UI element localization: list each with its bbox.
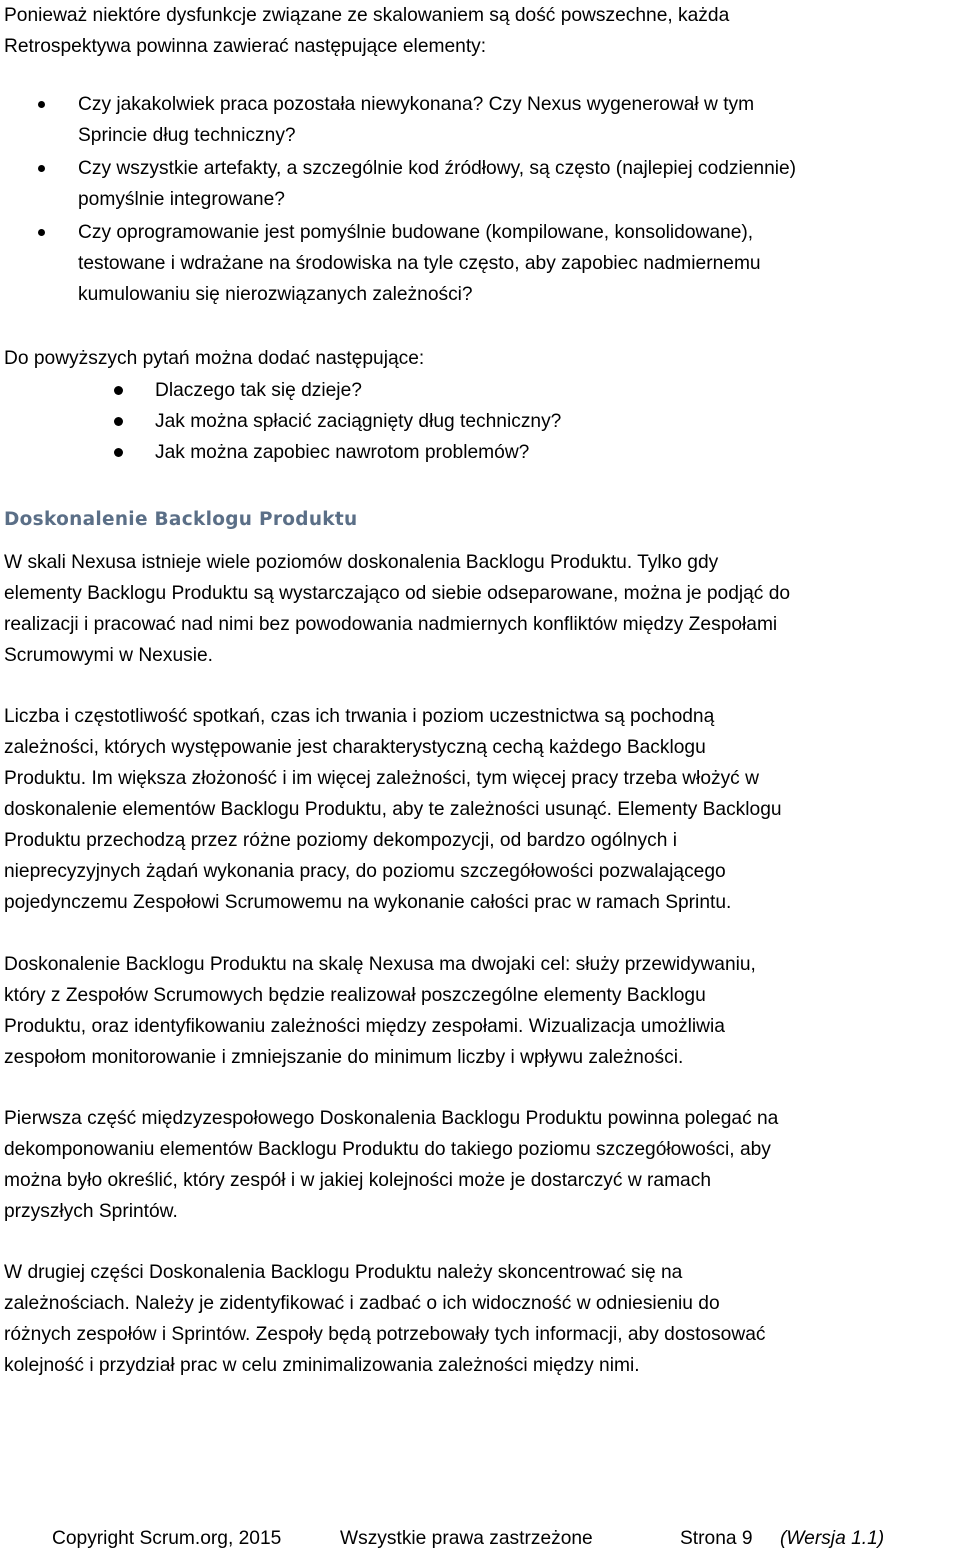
retrospective-questions-list <box>0 89 960 312</box>
footer-rights: Wszystkie prawa zastrzeżone <box>340 1528 593 1549</box>
paragraph-line: W drugiej części Doskonalenia Backlogu Produktu należy skoncentrować się na <box>4 1262 683 1283</box>
body-paragraph <box>4 547 954 671</box>
paragraph-line: realizacji i pracować nad nimi bez powodowania nadmiernych konfliktów między Zespołami <box>4 614 778 635</box>
list-item-line: Czy oprogramowanie jest pomyślnie budowane (kompilowane, konsolidowane), <box>78 222 754 243</box>
list-item-line: kumulowaniu się nierozwiązanych zależności? <box>78 284 473 305</box>
list-item <box>0 437 960 468</box>
list-item-line: testowane i wdrażane na środowiska na tyle często, aby zapobiec nadmiernemu <box>78 253 761 274</box>
paragraph-line: Liczba i częstotliwość spotkań, czas ich trwania i poziom uczestnictwa są pochodną <box>4 706 715 727</box>
paragraph-line: dekomponowaniu elementów Backlogu Produktu do takiego poziomu szczegółowości, aby <box>4 1139 771 1160</box>
list-item <box>0 406 960 437</box>
footer-copyright: Copyright Scrum.org, 2015 <box>52 1528 282 1549</box>
list-item <box>0 89 960 151</box>
bullet-icon <box>38 101 45 108</box>
paragraph-line: doskonalenie elementów Backlogu Produktu, aby te zależności usunąć. Elementy Backlogu <box>4 799 782 820</box>
page-footer <box>52 1524 884 1554</box>
paragraph-line: W skali Nexusa istnieje wiele poziomów doskonalenia Backlogu Produktu. Tylko gdy <box>4 552 719 573</box>
paragraph-line: zależnościach. Należy je zidentyfikować i zadbać o ich widoczność w odniesieniu do <box>4 1293 720 1314</box>
list-item <box>0 153 960 215</box>
list-item-text: Jak można zapobiec nawrotom problemów? <box>155 442 530 463</box>
body-paragraph <box>4 1103 954 1227</box>
paragraph-line: Scrumowymi w Nexusie. <box>4 645 213 666</box>
bullet-icon <box>114 417 123 426</box>
paragraph-line: Doskonalenie Backlogu Produktu na skalę Nexusa ma dwojaki cel: służy przewidywaniu, <box>4 954 756 975</box>
bullet-icon <box>38 229 45 236</box>
footer-page-number: Strona 9 <box>680 1528 753 1549</box>
list-item-line: Czy jakakolwiek praca pozostała niewykonana? Czy Nexus wygenerował w tym <box>78 94 755 115</box>
body-paragraph <box>4 701 954 918</box>
list-item <box>0 375 960 406</box>
paragraph-line: można było określić, który zespół i w jakiej kolejności może je dostarczyć w ramach <box>4 1170 711 1191</box>
list-item-text: Dlaczego tak się dzieje? <box>155 380 362 401</box>
list-item <box>0 217 960 310</box>
paragraph-line: Produktu przechodzą przez różne poziomy dekompozycji, od bardzo ogólnych i <box>4 830 677 851</box>
list-item-text: Jak można spłacić zaciągnięty dług techniczny? <box>155 411 562 432</box>
paragraph-line: Produktu. Im większa złożoność i im więcej zależności, tym więcej pracy trzeba włożyć w <box>4 768 759 789</box>
bullet-icon <box>38 165 45 172</box>
paragraph-line: przyszłych Sprintów. <box>4 1201 178 1222</box>
paragraph-line: nieprecyzyjnych żądań wykonania pracy, do poziomu szczegółowości pozwalającego <box>4 861 726 882</box>
list-item-line: Sprincie dług techniczny? <box>78 125 296 146</box>
paragraph-line: który z Zespołów Scrumowych będzie realizował poszczególne elementy Backlogu <box>4 985 706 1006</box>
section-heading: Doskonalenie Backlogu Produktu <box>4 509 358 530</box>
paragraph-line: Produktu, oraz identyfikowaniu zależności między zespołami. Wizualizacja umożliwia <box>4 1016 725 1037</box>
paragraph-line: Pierwsza część międzyzespołowego Doskonalenia Backlogu Produktu powinna polegać na <box>4 1108 779 1129</box>
paragraph-line: elementy Backlogu Produktu są wystarczająco od siebie odseparowane, można je podjąć do <box>4 583 791 604</box>
additional-questions-list <box>0 375 960 468</box>
paragraph-line: zespołom monitorowanie i zmniejszanie do minimum liczby i wpływu zależności. <box>4 1047 684 1068</box>
paragraph-line: różnych zespołów i Sprintów. Zespoły będą potrzebowały tych informacji, aby dostosować <box>4 1324 766 1345</box>
paragraph-line: kolejność i przydział prac w celu zminimalizowania zależności między nimi. <box>4 1355 640 1376</box>
intro-line: Retrospektywa powinna zawierać następujące elementy: <box>4 36 487 57</box>
list-item-line: pomyślnie integrowane? <box>78 189 285 210</box>
body-paragraph <box>4 949 954 1073</box>
body-paragraph <box>4 1257 954 1381</box>
paragraph-line: pojedynczemu Zespołowi Scrumowemu na wykonanie całości prac w ramach Sprintu. <box>4 892 732 913</box>
bullet-icon <box>114 448 123 457</box>
list-item-line: Czy wszystkie artefakty, a szczególnie kod źródłowy, są często (najlepiej codziennie) <box>78 158 797 179</box>
additional-questions-intro: Do powyższych pytań można dodać następujące: <box>4 348 425 369</box>
intro-line: Ponieważ niektóre dysfunkcje związane ze skalowaniem są dość powszechne, każda <box>4 5 730 26</box>
bullet-icon <box>114 386 123 395</box>
intro-paragraph <box>4 0 954 62</box>
paragraph-line: zależności, których występowanie jest charakterystyczną cechą każdego Backlogu <box>4 737 706 758</box>
footer-version: (Wersja 1.1) <box>780 1528 885 1549</box>
